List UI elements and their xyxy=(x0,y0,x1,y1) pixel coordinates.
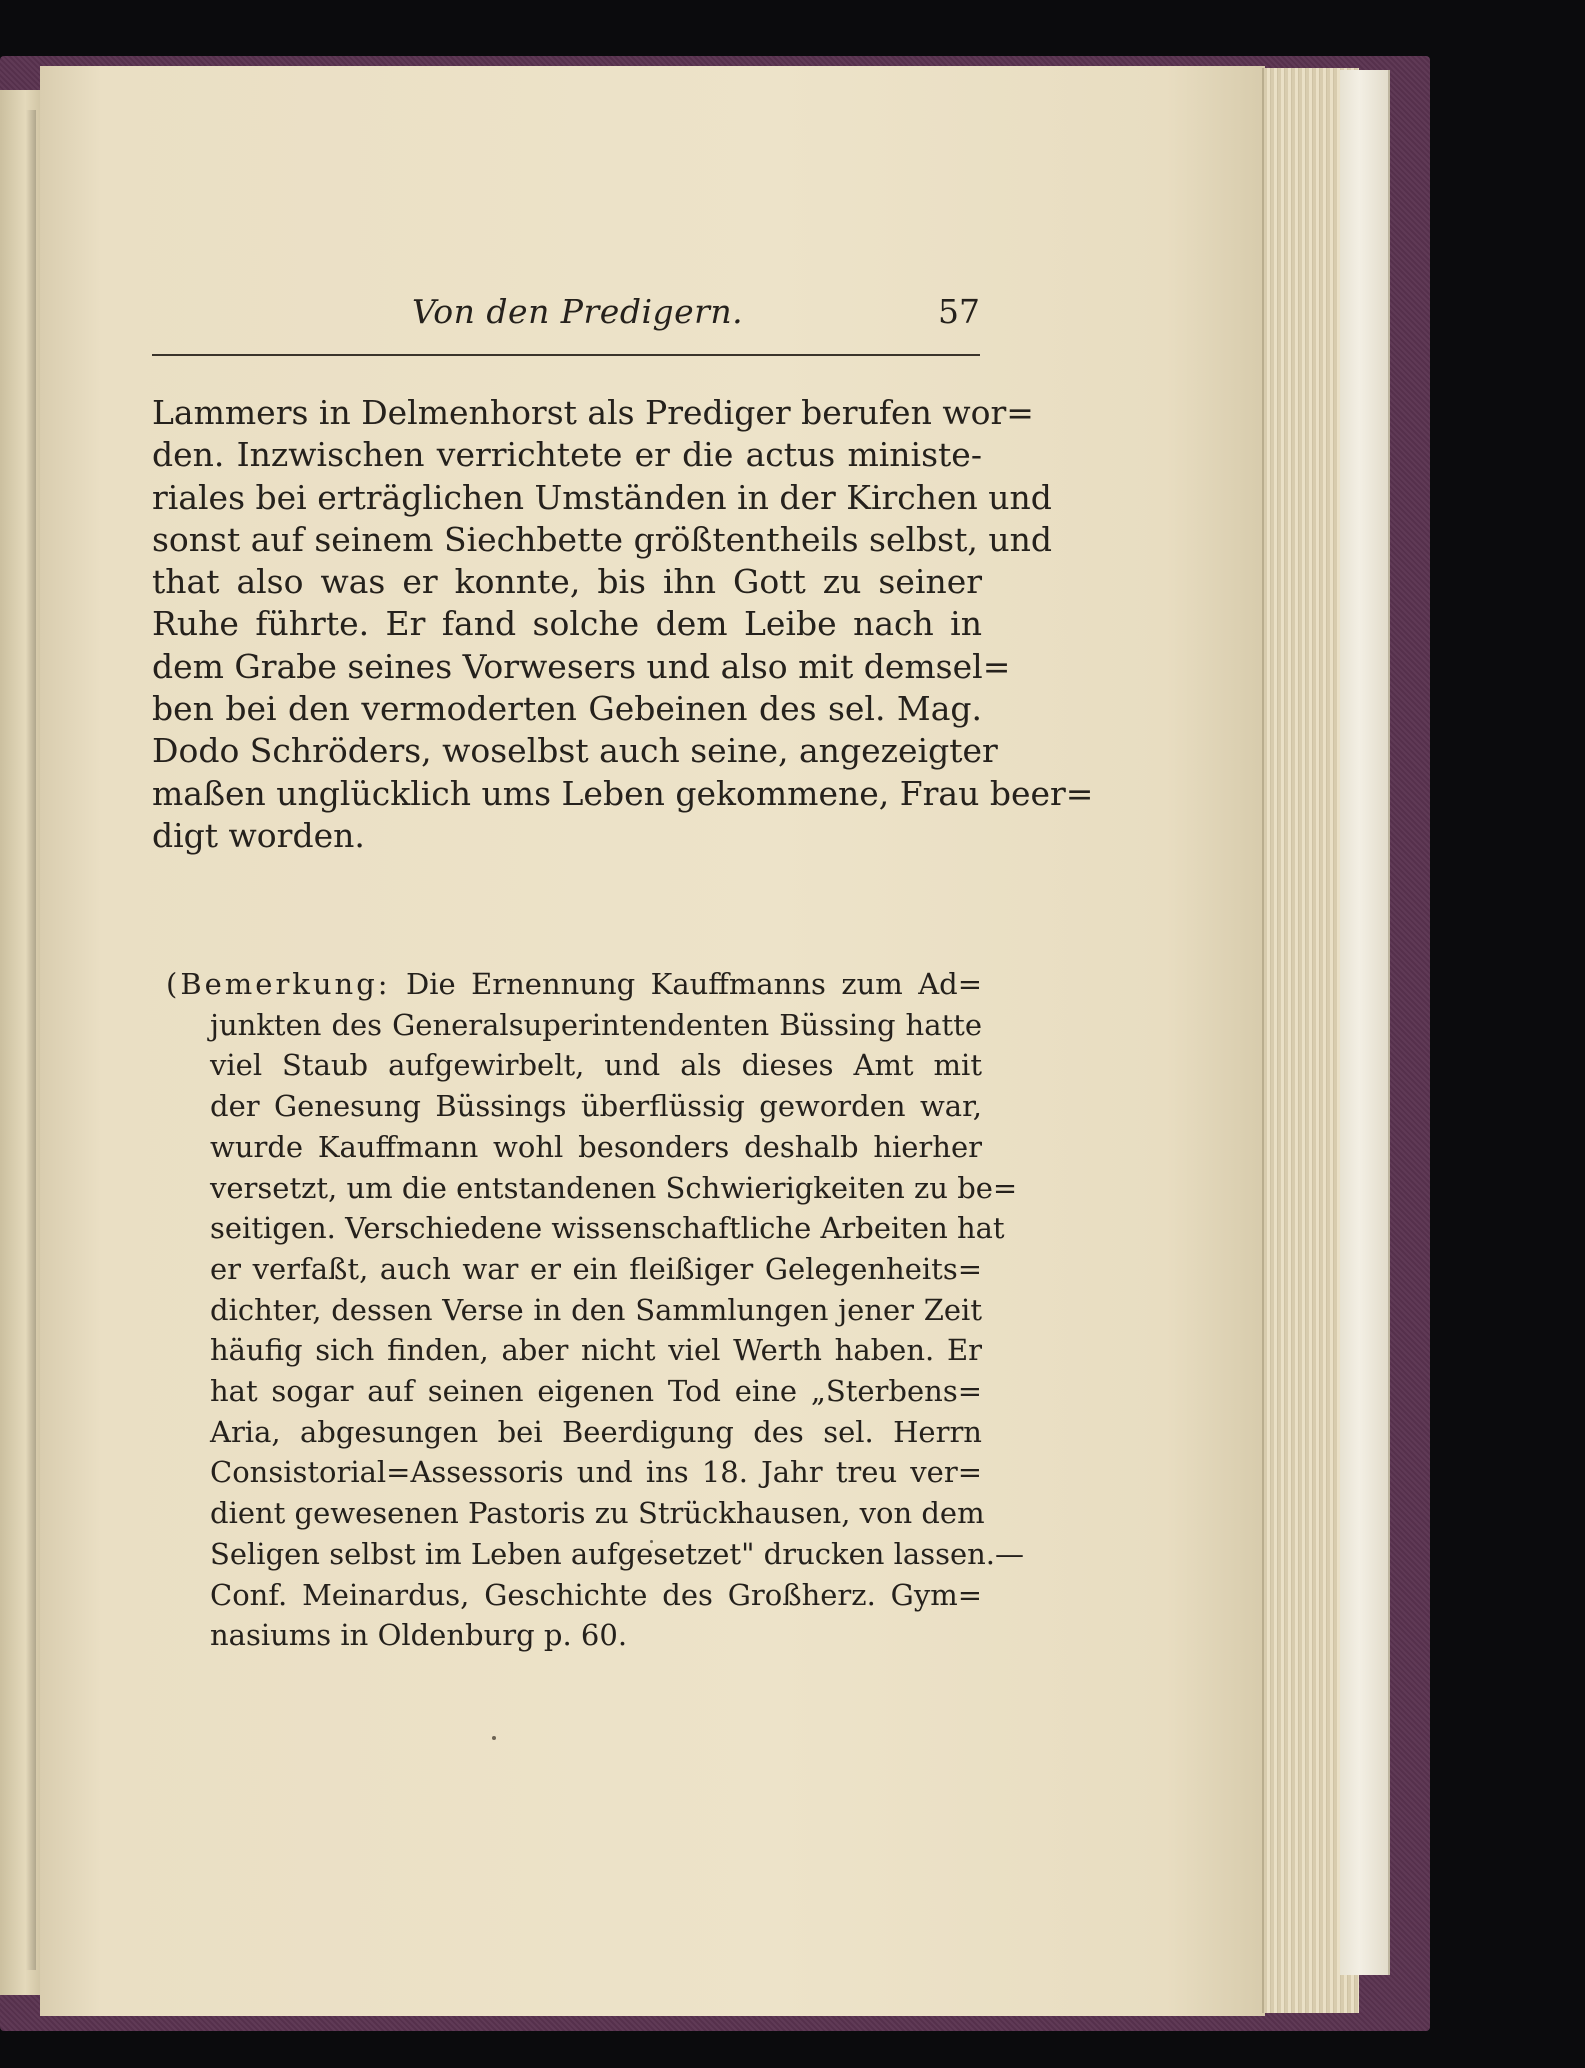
text-line: riales bei erträglichen Umständen in der Kirchen und xyxy=(152,477,1052,517)
note-line: viel Staub aufgewirbelt, und als dieses Amt mit xyxy=(210,1048,982,1083)
note-line: häufig sich finden, aber nicht viel Werth haben. Er xyxy=(210,1333,982,1368)
note-line: junkten des Generalsuperintendenten Büssing hatte xyxy=(210,1007,982,1042)
note-line: Aria, abgesungen bei Beerdigung des sel. Herrn xyxy=(210,1414,982,1449)
text-line: sonst auf seinem Siechbette größtentheils selbst, und xyxy=(152,519,1052,559)
page-header xyxy=(152,292,980,352)
note-line: Conf. Meinardus, Geschichte des Großherz. Gym= xyxy=(210,1577,982,1612)
text-line: dem Grabe seines Vorwesers und also mit demsel= xyxy=(152,646,1011,686)
note-line: dient gewesenen Pastoris zu Strückhausen, von dem xyxy=(210,1496,985,1531)
text-line: digt worden. xyxy=(152,815,365,855)
note-line: dichter, dessen Verse in den Sammlungen jener Zeit xyxy=(210,1292,982,1327)
note-first-line xyxy=(166,964,982,1005)
note-line: Consistorial=Assessoris und ins 18. Jahr treu ver= xyxy=(210,1455,982,1490)
text-line: Dodo Schröders, woselbst auch seine, angezeigter xyxy=(152,731,998,771)
note-line: der Genesung Büssings überflüssig geworden war, xyxy=(210,1089,982,1124)
note-line: Seligen selbst im Leben aufgesetzet" drucken lassen.— xyxy=(210,1536,1025,1571)
facing-page-edge xyxy=(0,90,44,1995)
page-text xyxy=(152,292,1094,1653)
text-line: Lammers in Delmenhorst als Prediger berufen wor= xyxy=(152,393,1034,432)
page-fold-shadow xyxy=(26,110,36,1970)
note-line: er verfaßt, auch war er ein fleißiger Gelegenheits= xyxy=(210,1251,982,1286)
body-paragraph xyxy=(152,392,1094,857)
note-line: wurde Kauffmann wohl besonders deshalb hierher xyxy=(210,1129,982,1164)
paper-speck xyxy=(492,1736,496,1740)
note-paragraph xyxy=(166,964,1025,1656)
text-line: den. Inzwischen verrichtete er die actus ministe- xyxy=(152,435,982,475)
page-stack-outer-edge xyxy=(1340,70,1390,1975)
note-first-line-text: Die Ernennung Kauffmanns zum Ad= xyxy=(406,967,983,1001)
note-line: versetzt, um die entstandenen Schwierigkeiten zu be= xyxy=(210,1170,1018,1205)
note-line: hat sogar auf seinen eigenen Tod eine „Sterbens= xyxy=(210,1374,982,1409)
running-title: Von den Predigern. xyxy=(412,292,744,331)
text-line: ben bei den vermoderten Gebeinen des sel. Mag. xyxy=(152,689,982,729)
page-number: 57 xyxy=(938,292,980,331)
text-line: Ruhe führte. Er fand solche dem Leibe nach in xyxy=(152,604,982,644)
note-line: nasiums in Oldenburg p. 60. xyxy=(210,1618,628,1653)
note-line: seitigen. Verschiedene wissenschaftliche Arbeiten hat xyxy=(210,1211,1005,1246)
text-line: maßen unglücklich ums Leben gekommene, Frau beer= xyxy=(152,773,1094,813)
text-line: that also was er konnte, bis ihn Gott zu seiner xyxy=(152,562,982,602)
note-label: (Bemerkung: xyxy=(166,967,391,1001)
header-rule xyxy=(152,354,980,356)
